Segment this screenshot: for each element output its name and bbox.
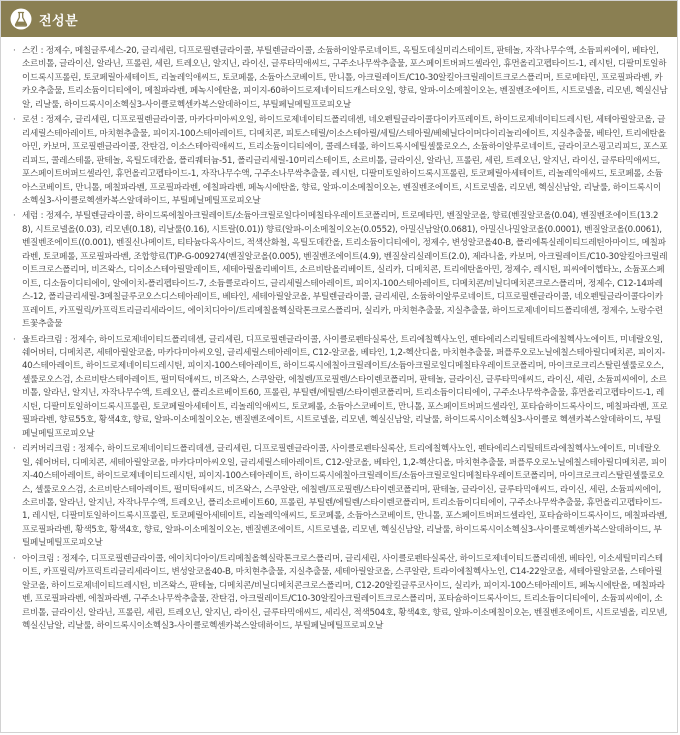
ingredient-text: 리커버리크림 : 정제수, 하이드로제네이티드폴리데센, 글리세린, 디프로필렌글라이콜, 사이클로펜타실록산, 트리에칠헥사노인, 펜타에리스리틸테트라에칠헥사노에이트, 미네랄오일, 쉐어버터, 디메치콘, 세테아릴알코올, 마카다미아씨오일, 글리세릴스테아레이트, C12-알코올, 베타인, 1,2-헥산디올, 마치현추출물, 퍼플루오로노닐에칠스테아릴디메치콘, 피이지-40스테아레이트, 하이드로제네이티드레시틴, 피이지-100스테아레이트, 하이드록시에칠아크릴레이트/소듐아크릴로일디메칠타우레이트코폴리머, 마이크로크리스탈린셀룰로오스, 셀룰로오스검, 소르비탄스테아레이트, 펄미틱애씨드, 비즈왁스, 스쿠알란, 에칠렌/프로필렌/스타이렌코폴리머, 판테놀, 글라이신, 글루타믹애씨드, 라이신, 세린, 소듐피씨에이, 소르비톨, 알라닌, 알지닌, 자작나무수액, 트레오닌, 폴리소르베이트60, 프롤린, 부틸렌/에틸렌/스타이렌코폴리머, 트리소듐이디티에이, 구주소나무싹추출물, 휴먼올리고펩타이드-1, 레시틴, 디팔미토일하이드록시프롤린, 토코페릴아세테이트, 리놀레익애씨드, 토코페롤, 소듐아스코베이트, 만니톨, 포스페이트버퍼드셀라인, 포타슘하이드록사이드, 메칠파라벤, 프로필파라벤, 황색5호, 황색4호, 향료, 알파-이소메칠이오논, 벤질벤조에이트, 시트로넬올, 리모넨, 헥실신남알, 리날룰, 하이드록시이소헥실3-사이클로헥센카복스알데하이드, 부틸페닐메틸프로피오날 bbox=[22, 444, 668, 549]
ingredient-item-skin bbox=[13, 45, 668, 112]
ingredient-item-recovery-cream bbox=[13, 443, 668, 551]
ingredient-text: 로션 : 정제수, 글리세린, 디프로필렌글라이콜, 마카다미아씨오일, 하이드로제네이티드폴리데센, 네오펜틸글라이콜다이카프레이트, 하이드로제네이티드레시틴, 세테아릴알코올, 글리세릴스테아레이트, 마치현추출물, 피이지-100스테아레이트, 디메치콘, 피토스테릴/이소스테아릴/세틸/스테아릴/베헤닐다이머다이리놀리에이트, 지실추출물, 베타인, 트리에탄올아민, 카보머, 프로필렌글라이콜, 잔탄검, 이소스테아릭애씨드, 트리소듐이디티에이, 콜레스테롤, 하이드록시에틸셀룰로오스, 소듐하이알루로네이트, 글라이코스핑고리피드, 포스포리피드, 콜레스테롤, 판테놀, 옥틸도데칸올, 폴리퀘터늄-51, 폴리글리세릴-10미리스테이트, 소르비톨, 글라이신, 알라닌, 프롤린, 세린, 트레오닌, 알지닌, 라이신, 글루타믹애씨드, 포스페이트버퍼드셀라인, 휴먼올리고펩타이드-1, 자작나무수액, 구주소나무싹추출물, 레시틴, 디팔미토일하이드록시프롤린, 토코페릴아세테이트, 리놀레익애씨드, 토코페롤, 소듐아스코베이트, 만니톨, 메칠파라벤, 프로필파라벤, 에칠파라벤, 페녹시에탄올, 향료, 알파-이소메칠이오논, 벤질벤조에이트, 시트로넬올, 리모넨, 헥실신남알, 리날룰, 하이드록시이소헥실3-사이클로헥센카복스알데하이드, 부틸페닐메틸프로피오날 bbox=[22, 115, 668, 206]
section-title: 전성분 bbox=[39, 14, 79, 29]
ingredient-item-lotion bbox=[13, 114, 668, 208]
ingredient-text: 스킨 : 정제수, 메칠글루세스-20, 글리세린, 디프로필렌글라이콜, 부틸렌글라이콜, 소듐하이알루로네이트, 옥틸도데실미리스테이트, 판테놀, 자작나무수액, 소듐피씨에이, 베타인, 소르비톨, 글라이신, 알라닌, 프롤린, 세린, 트레오닌, 알지닌, 라이신, 글루타믹애씨드, 구주소나무싹추출물, 포스페이트버퍼드셀라인, 휴먼올리고펩타이드-1, 레시틴, 디팔미토일하이드록시프롤린, 토코페릴아세테이트, 리놀레익애씨드, 토코페롤, 소듐아스코베이트, 만니톨, 아크릴레이트/C10-30알킬아크릴레이트크로스폴리머, 트로메타민, 프로필파라벤, 카카오추출물, 트리소듐이디티에이, 메칠파라벤, 페녹시에탄올, 피이지-60하이드로제네이티드캐스터오일, 향료, 알파-이소메칠이오논, 벤질벤조에이트, 시트로넬올, 리모넨, 헥실신남알, 리날룰, 하이드록시이소헥실3-사이클로헥센카복스알데하이드, 부틸페닐메틸프로피오날 bbox=[22, 46, 668, 110]
ingredient-item-serum bbox=[13, 210, 668, 331]
ingredient-item-eye-cream bbox=[13, 553, 668, 634]
ingredient-list bbox=[13, 45, 668, 729]
bullet: · bbox=[13, 46, 16, 56]
bullet: · bbox=[13, 444, 16, 455]
ingredient-item-ultra-cream bbox=[13, 334, 668, 442]
ingredient-text: 울트라크림 : 정제수, 하이드로제네이티드폴리데센, 글리세린, 디프로필렌글라이콜, 사이클로펜타실록산, 트리에칠헥사노인, 펜타에리스리틸테트라에칠헥사노에이트, 미네랄오일, 쉐어버터, 디메치콘, 세테아릴알코올, 마카다미아씨오일, 글리세릴스테아레이트, C12-알코올, 베타인, 1,2-헥산디올, 마치현추출물, 퍼플루오로노닐에칠스테아릴디메치콘, 피이지-40스테아레이트, 하이드로제네이티드레시틴, 피이지-100스테아레이트, 하이드록시에칠아크릴레이트/소듐아크릴로일디메칠타우레이트코폴리머, 마이크로크리스탈린셀룰로오스, 셀룰로오스검, 소르비탄스테아레이트, 펄미틱애씨드, 비즈왁스, 스쿠알란, 에칠렌/프로필렌/스타이렌코폴리머, 판테놀, 글라이신, 글루타믹애씨드, 라이신, 세린, 소듐피씨에이, 소르비톨, 알라닌, 알지닌, 자작나무수액, 트레오닌, 폴리소르베이트60, 프롤린, 부틸렌/에틸렌/스타이렌코폴리머, 트리소듐이디티에이, 구주소나무싹추출물, 휴먼올리고펩타이드-1, 레시틴, 디팔미토일하이드록시프롤린, 토코페릴아세테이트, 리놀레익애씨드, 토코페롤, 소듐아스코베이트, 만니톨, 포스페이트버퍼드셀라인, 포타슘하이드록사이드, 메칠파라벤, 프로필파라벤, 향료55호, 황색4호, 향료, 알파-이소메칠이오논, 벤질벤조에이트, 시트로넬올, 리모넨, 헥실신남알, 리날룰, 하이드록시이소헥실3-사이클로 헥센카복스알데하이드, 부틸페닐메틸프로피오날 bbox=[22, 334, 668, 439]
bullet: · bbox=[13, 115, 16, 126]
ingredient-text: 세럼 : 정제수, 부틸렌글라이콜, 하이드록에칠아크릴레이트/소듐아크릴로일다이메칠타우레이트코폴리머, 트로메타민, 벤질알코올, 향료(벤질알코올(0.04), 벤질벤조에이트(13.28), 시트로넬올(0.03), 리모넨(0.18), 리날룰(0.16), 시트랄(0.01)) 향료(알파-이소메칠이오논(0.0552), 아밀신남알(0.0681), 아밀신나밀알코올(0.0001), 벤질알코올(0.0061), 벤질벤조에이트((0.001), 벤질신나메이트, 티타늄다옥사이드, 적색산화철, 옥틸도데칸올, 트리소듐이디티에이, 정제수, 변성알코올40-B, 폴리에톡실레이티드레틴아마이드, 메칠파라벤, 토코페롤, 프로필파라벤, 조합향료(T)P-G-009274(벤질알코올(0.005), 벤질벤조에이트(4.9), 벤질살리실레이트(2.0), 제라니올, 카보머, 아크릴레이트/C10-30알킬아크릴레이트크로스폴리머, 비즈왁스, 디이소스테아릴말레이트, 세테아릴올리베이트, 소르비탄올리베이트, 실리카, 디메치콘, 트리에탄올아민, 정제수, 레시틴, 피씨에이헵타노, 소듐포스페이트, 디소듐이디티에이, 알에이치-폴리펩타이드-7, 소듐클로라이드, 글리세릴스테아레이트, 피이지-100스테아레이트, 디메치콘/비닐디메치콘크로스폴리머, 정제수, C12-14파레스-12, 폴리글리세릴-3메칠글루코오스디스테아레이트, 베타인, 세테아릴알코올, 부틸렌글라이콜, 글리세린, 소듐하이알루로네이트, 디프로필렌글라이콜, 네오펜틸글라이콜다이카프레이트, 카프릴릭/카프릭트리글리세라이드, 에이치디아이/트리메칠올헥실락톤크로스폴리머, 실리카, 마치현추출물, 지실추출물, 하이드로제네이티드폴리데센, 정제수, 노랑수련트꽃추출물 bbox=[22, 211, 668, 330]
bullet: · bbox=[13, 334, 16, 345]
section-header bbox=[1, 1, 677, 37]
flask-icon bbox=[10, 8, 32, 30]
bullet: · bbox=[13, 553, 16, 564]
ingredient-text: 아이크림 : 정제수, 디프로필렌글라이콜, 에이치디아이/트리메칠올헥실락톤크로스폴리머, 글리세린, 사이클로펜타실록산, 하이드로제네이티드폴리데센, 베타인, 이소세틸미리스테이트, 카프릴릭/카프릭트리글리세라이드, 변성알코올40-B, 마치현추출물, 지실추출물, 세테아릴알코올, 스쿠알란, 트라이에칠헥사노인, C14-22알코올, 세테아릴알코올, 스테아릴알코올, 하이드로제네이티드레시틴, 비즈왁스, 판테놀, 디메치콘/비닐디메치콘크로스폴리머, C12-20알킬글루코사이드, 실리카, 피이지-100스테아레이트, 페녹시에탄올, 메칠파라벤, 프로필파라벤, 에칠파라벤, 구주소나무싹추출물, 잔탄검, 아크릴레이트/C10-30알킬아크릴레이트크로스폴리머, 포타슘하이드록사이드, 트리소듐이디티에이, 소듐피씨에이, 소르비톨, 글라이신, 알라닌, 프롤린, 세린, 트레오닌, 알지닌, 라이신, 글루타믹애씨드, 세리신, 적색504호, 황색4호, 향료, 알파-이소메칠이오논, 벤질벤조에이트, 시트로넬올, 리모넨, 헥실신남알, 리날룰, 하이드록시이소헥실3-사이클로헥센카복스알데하이드, 부틸페닐메틸프로피오날 bbox=[22, 553, 668, 632]
bullet: · bbox=[13, 211, 16, 222]
